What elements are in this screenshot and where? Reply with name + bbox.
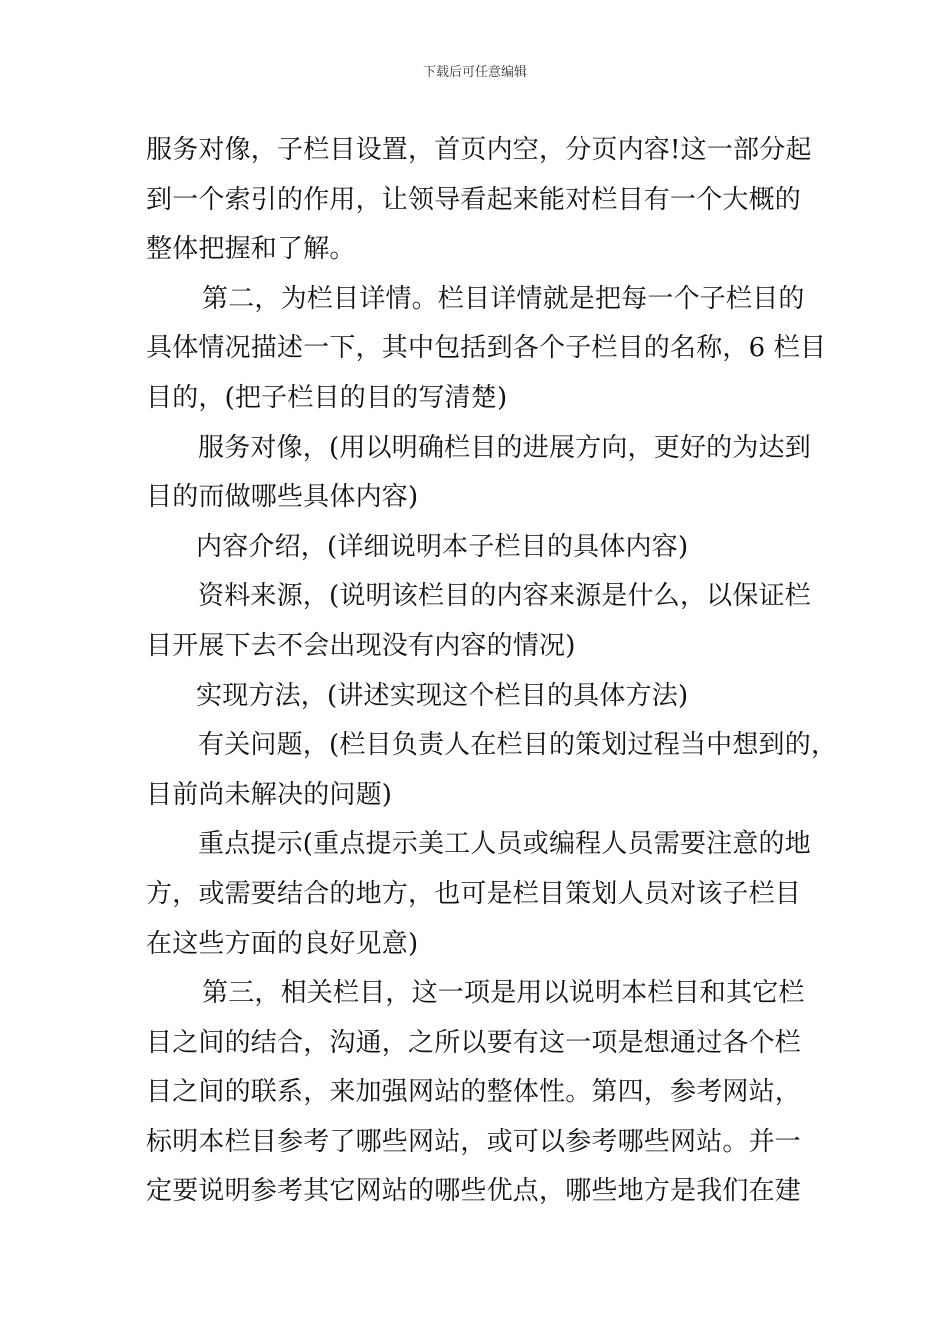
text-line: 标明本栏目参考了哪些网站，或可以参考哪些网站。并一: [146, 1126, 802, 1157]
text-line: 目的，(把子栏目的目的写清楚): [146, 382, 508, 413]
text-line: 服务对像，(用以明确栏目的进展方向，更好的为达到: [198, 432, 811, 463]
document-body: [146, 126, 838, 1217]
text-line: 在这些方面的良好见意): [146, 928, 419, 959]
text-line: 资料来源，(说明该栏目的内容来源是什么，以保证栏: [198, 581, 811, 612]
text-line: 目前尚未解决的问题): [146, 779, 393, 810]
text-line: 重点提示(重点提示美工人员或编程人员需要注意的地: [198, 829, 811, 860]
page-header: 下载后可任意编辑: [422, 65, 527, 80]
text-line: 第三，相关栏目，这一项是用以说明本栏目和其它栏: [202, 978, 805, 1009]
text-line: 目开展下去不会出现没有内容的情况): [146, 630, 576, 661]
text-line: 具体情况描述一下，其中包括到各个子栏目的名称，6 栏目: [146, 333, 827, 364]
text-line: 目之间的联系，来加强网站的整体性。第四，参考网站，: [146, 1077, 802, 1108]
text-line: 定要说明参考其它网站的哪些优点，哪些地方是我们在建: [146, 1176, 802, 1207]
text-line: 实现方法，(讲述实现这个栏目的具体方法): [196, 680, 689, 711]
text-line: 第二，为栏目详情。栏目详情就是把每一个子栏目的: [202, 283, 805, 314]
text-line: 服务对像，子栏目设置，首页内空，分页内容!这一部分起: [146, 135, 812, 165]
text-line: 内容介绍，(详细说明本子栏目的具体内容): [196, 531, 689, 562]
text-line: 整体把握和了解。: [146, 234, 356, 265]
text-line: 目的而做哪些具体内容): [146, 482, 419, 513]
text-line: 目之间的结合，沟通，之所以要有这一项是想通过各个栏: [146, 1027, 802, 1058]
text-line: 有关问题，(栏目负责人在栏目的策划过程当中想到的，: [198, 730, 838, 761]
text-line: 到一个索引的作用，让领导看起来能对栏目有一个大概的: [146, 184, 802, 215]
text-line: 方，或需要结合的地方，也可是栏目策划人员对该子栏目: [146, 878, 802, 909]
